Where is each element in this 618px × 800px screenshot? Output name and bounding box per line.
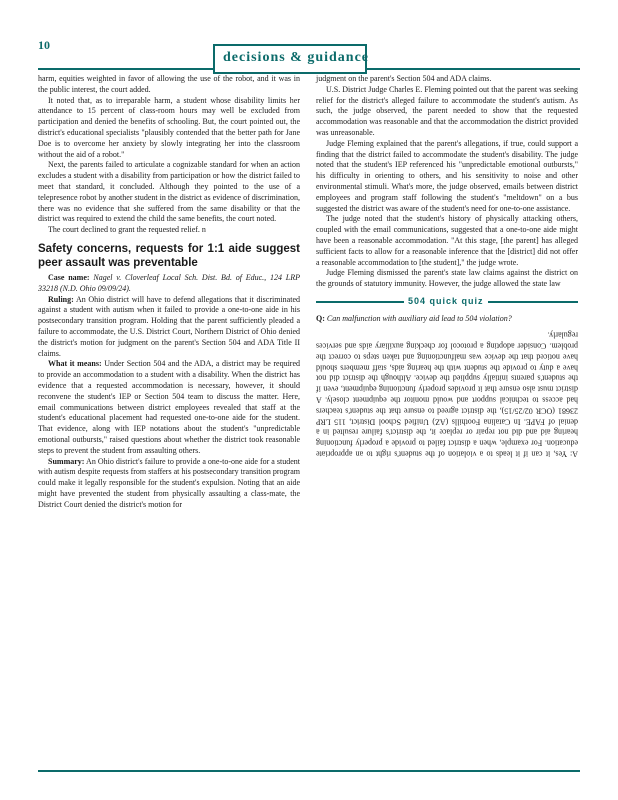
- body-paragraph: judgment on the parent's Section 504 and ADA claims.: [316, 74, 492, 83]
- body-paragraph: Next, the parents failed to articulate a cognizable standard for when an action excludes a student with a disability from participation or how the district failed to meet that standard, it concluded. Although they pointed to the use of a telepresence robot by another student in the district as evidence of discrimination, there was no evidence that she suffered from the same disability or that the district was required to extend the child the same benefits, the court noted.: [38, 160, 300, 224]
- body-paragraph: It noted that, as to irreparable harm, a student whose disability limits her attendance to 15 percent of class-room hours may well be excluded from participation and denied the benefits of schooling. But, the court pointed out, the district's educational specialists "plausibly contended that the better path for Jane Doe is to overcome her anxiety by slowly integrating her into the classroom without the aid of a robot.": [38, 95, 300, 159]
- meaning-paragraph: [38, 359, 300, 456]
- page-number: 10: [38, 38, 50, 52]
- body-paragraph: harm, equities weighted in favor of allowing the use of the robot, and it was in the public interest, the court added.: [38, 74, 300, 94]
- section-title-box: [213, 44, 370, 74]
- case-name-paragraph: [38, 273, 300, 295]
- section-title: decisions & guidance: [223, 50, 370, 65]
- left-column: [38, 74, 300, 510]
- ruling-label: Ruling:: [48, 294, 74, 304]
- quiz-divider: [316, 296, 578, 308]
- case-name-label: Case name:: [48, 272, 90, 282]
- quiz-question: [316, 314, 578, 325]
- ruling-paragraph: [38, 295, 300, 360]
- body-paragraph: The court declined to grant the requested relief. n: [48, 225, 206, 235]
- body-paragraph: The judge noted that the student's history of physically attacking others, coupled with the email communications, suggested that a one-to-one aide might have been a reasonable accommodation. "At this stage, [the parent] has alleged sufficient facts to allow for a reasonable inference that the [district] did not offer a reasonable accommodation to [the student]," the judge wrote.: [316, 214, 578, 267]
- summary-label: Summary:: [48, 456, 85, 466]
- quiz-question-label: Q:: [316, 313, 325, 323]
- meaning-label: What it means:: [48, 359, 102, 369]
- right-column: [316, 74, 578, 458]
- ruling-text: An Ohio district will have to defend allegations that it discriminated against a student with autism when it failed to provide a one-to-one aide in his postsecondary transition program. Holding that the parent sufficiently pleaded a failure to accommodate, the U.S. District Court, Northern District of Ohio denied the district's motion for judgment on the parent's Section 504 and ADA Title II claims.: [38, 294, 301, 358]
- summary-paragraph: [38, 457, 300, 511]
- article-heading: Safety concerns, requests for 1:1 aide suggest peer assault was preventable: [38, 242, 300, 269]
- quiz-answer-upside-down: A: Yes, it can if it leads to a violation of the student's right to an appropriate education. For example, when a district failed to provide a properly functioning hearing aid and did not repair or replace it, the district's failure resulted in a denial of FAPE. In Catalina Foothills (AZ) Unified School District, 115 LRP 23681 (OCR 02/25/15), the district agreed to ensure that the student's teachers had access to technical support and would monitor the equipment closely. A district must also ensure that it provides properly functioning equipment, even if the student's parents initially supplied the device. Although the district did not have a duty to provide the student with the hearing aids, staff members should have noticed that the device was malfunctioning and taken steps to correct the problem. Consider adopting a protocol for checking auxiliary aids and services regularly.: [316, 330, 578, 459]
- meaning-text: Under Section 504 and the ADA, a district may be required to provide an accommodation to a student with a disability. When the district has evidence that a requested accommodation is necessary, however, it should reconvene the student's IEP or Section 504 team to discuss the matter. Here, email communications between district employees revealed that staff at the student's educational placement had requested one-to-one aide for the student. That evidence, along with IEP notations about the student's "unpredictable emotional outbursts," raised questions about whether the district took reasonable steps to prevent the student from assaulting others.: [38, 359, 301, 455]
- quiz-title: 504 quick quiz: [404, 296, 488, 307]
- footer-rule: [38, 770, 580, 772]
- body-paragraph: U.S. District Judge Charles E. Fleming pointed out that the parent was seeking relief for the district's alleged failure to accommodate the student's autism. As such, the judge observed, the parent needed to show that the requested accommodation was reasonable and that the accommodation the district provided was unreasonable.: [316, 84, 578, 137]
- case-name-text: Nagel v. Cloverleaf Local Sch. Dist. Bd. of Educ., 124 LRP 33218 (N.D. Ohio 09/09/24).: [38, 272, 300, 293]
- body-paragraph: Judge Fleming dismissed the parent's state law claims against the district on the grounds of statutory immunity. However, the judge allowed the state law: [316, 268, 578, 289]
- body-paragraph: Judge Fleming explained that the parent's allegations, if true, could support a finding that the district failed to accommodate the student's disability. The judge noted that the student's IEP referenced his "unpredictable emotional outbursts," his difficulty in orienting to others, and his sensitivity to noise and other environmental stimuli. What's more, the judge observed, emails between district employees and program staff following the student's "meltdown" on a bus suggested the district was aware of the student's need for one-to-one assistance.: [316, 138, 578, 213]
- summary-text: An Ohio district's failure to provide a one-to-one aide for a student with autism despite requests from staffers at his postsecondary transition program could make it legally responsible for the student's expulsion. Noting that an aide might have prevented the student from physically assaulting a class-mate, the District Court denied the district's motion for: [38, 456, 300, 509]
- quiz-question-text: Can malfunction with auxiliary aid lead to 504 violation?: [326, 313, 512, 323]
